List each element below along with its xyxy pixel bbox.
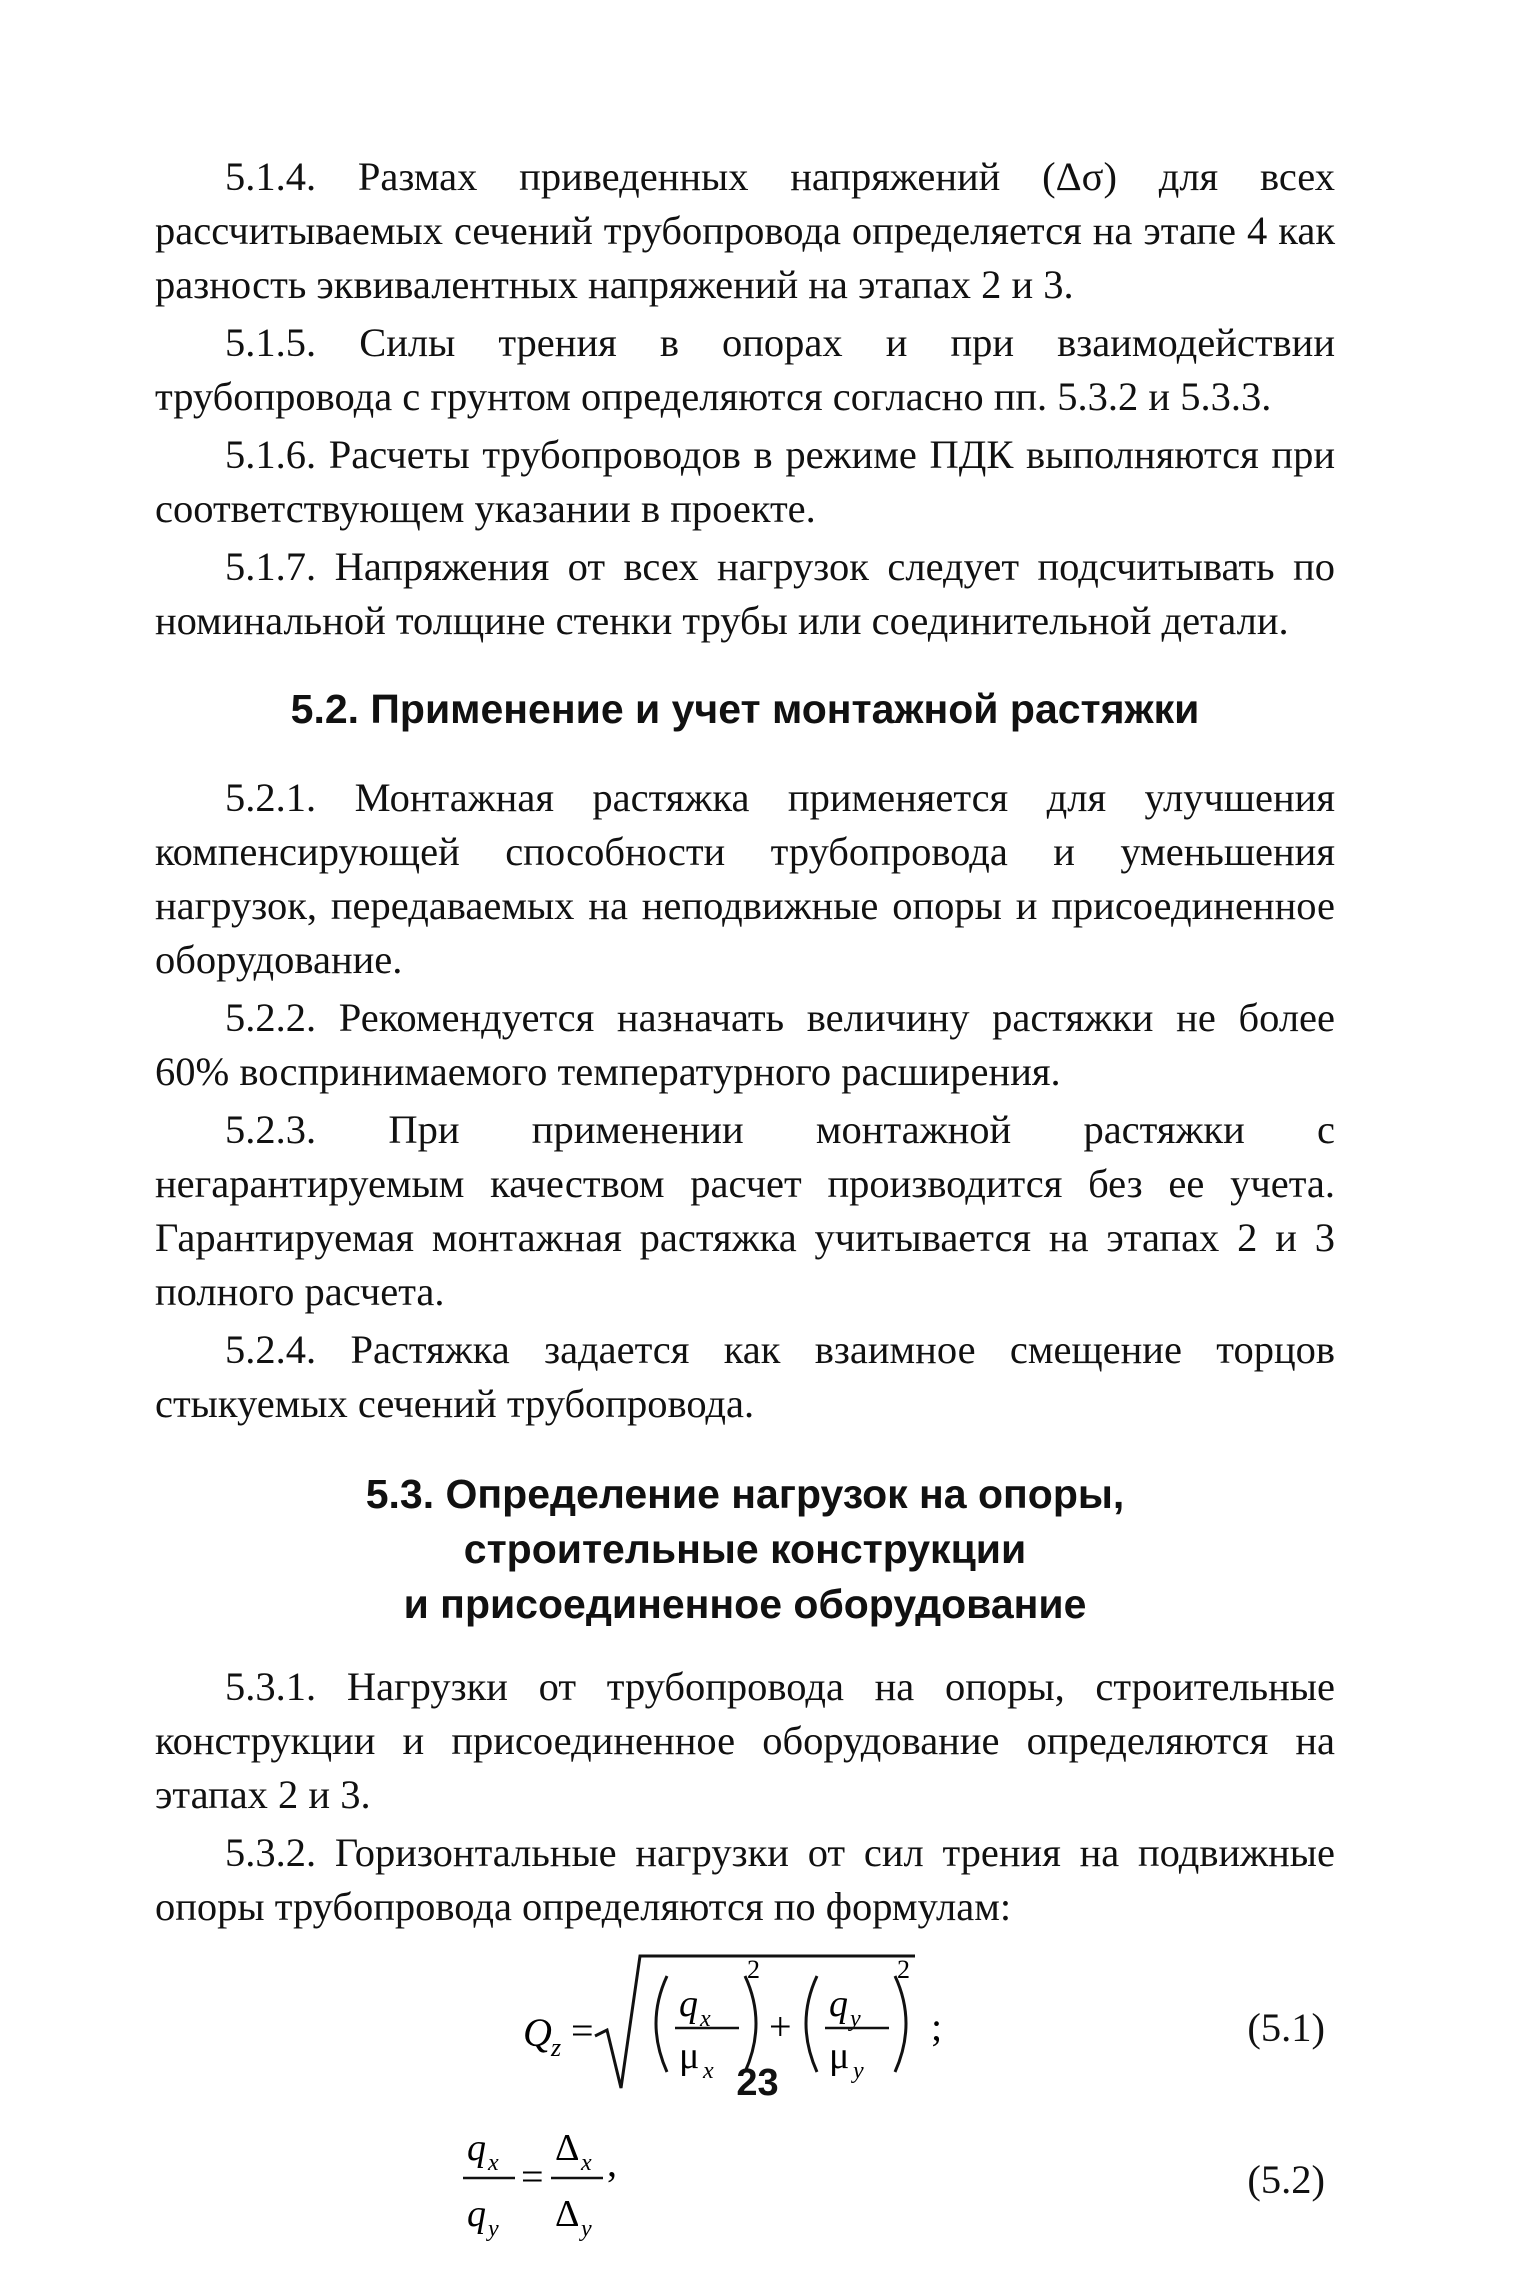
fraction-1-numerator-sub: x (700, 2006, 711, 2032)
paragraph-5-2-2: 5.2.2. Рекомендуется назначать величину растяжки не более 60% воспринимаемого температурного расширения. (155, 995, 1335, 1094)
left-paren-2 (806, 1976, 817, 2072)
left-paren-1 (656, 1976, 667, 2072)
fraction-l-denominator: q (467, 2193, 486, 2235)
fraction-2-numerator: q (829, 1983, 848, 2025)
formula-5-2 (155, 2114, 1335, 2274)
fraction-r-denominator-sub: y (581, 2216, 592, 2242)
section-heading-5-2: 5.2. Применение и учет монтажной растяжки (290, 686, 1200, 732)
formula-equals: = (571, 2008, 594, 2053)
fraction-1-denominator-sub: x (703, 2058, 714, 2084)
paragraph-5-1-6: 5.1.6. Расчеты трубопроводов в режиме ПДК выполняются при соответствующем указании в проекте. (155, 432, 1335, 531)
fraction-r-denominator: Δ (555, 2193, 580, 2235)
paragraph-5-2-4: 5.2.4. Растяжка задается как взаимное смещение торцов стыкуемых сечений трубопровода. (155, 1327, 1335, 1426)
document-page (155, 150, 1335, 2274)
fraction-r-numerator-sub: x (581, 2150, 592, 2176)
section-heading-5-3-line-3: и присоединенное оборудование (403, 1581, 1087, 1627)
fraction-1-denominator: μ (679, 2035, 700, 2077)
section-heading-5-3-line-2: строительные конструкции (463, 1526, 1027, 1572)
fraction-1-numerator: q (679, 1983, 698, 2025)
paragraph-5-3-2: 5.3.2. Горизонтальные нагрузки от сил трения на подвижные опоры трубопровода определяются по формулам: (155, 1830, 1335, 1929)
fraction-2-denominator-sub: y (853, 2058, 864, 2084)
equation-number-5-2: (5.2) (1247, 2157, 1325, 2202)
paragraph-5-1-4: 5.1.4. Размах приведенных напряжений (Δσ) для всех рассчитываемых сечений трубопровода определяется на этапе 4 как разность эквивалентных напряжений на этапах 2 и 3. (155, 154, 1335, 307)
paragraph-5-3-1: 5.3.1. Нагрузки от трубопровода на опоры, строительные конструкции и присоединенное оборудование определяются на этапах 2 и 3. (155, 1664, 1335, 1817)
fraction-l-denominator-sub: y (488, 2216, 499, 2242)
power-2: 2 (897, 1955, 910, 1984)
fraction-2-denominator: μ (829, 2035, 850, 2077)
fraction-r-numerator: Δ (555, 2127, 580, 2169)
formula-lhs: Q (523, 2010, 552, 2055)
paragraph-5-1-7: 5.1.7. Напряжения от всех нагрузок следует подсчитывать по номинальной толщине стенки трубы или соединительной детали. (155, 544, 1335, 643)
equation-number-5-1: (5.1) (1247, 2005, 1325, 2050)
paragraph-5-2-1: 5.2.1. Монтажная растяжка применяется для улучшения компенсирующей способности трубопровода и уменьшения нагрузок, передаваемых на неподвижные опоры и присоединенное оборудование. (155, 775, 1335, 982)
formula-2-equals: = (521, 2154, 544, 2199)
paragraph-5-1-5: 5.1.5. Силы трения в опорах и при взаимодействии трубопровода с грунтом определяются согласно пп. 5.3.2 и 5.3.3. (155, 320, 1335, 419)
section-heading-5-3 (155, 1467, 1335, 1632)
power-1: 2 (747, 1955, 760, 1984)
formula-lhs-sub: z (551, 2033, 562, 2062)
right-paren-2 (895, 1976, 906, 2072)
formula-terminator: ; (931, 2004, 943, 2049)
fraction-l-numerator-sub: x (488, 2150, 499, 2176)
formula-plus: + (769, 2004, 792, 2049)
paragraph-5-2-3: 5.2.3. При применении монтажной растяжки с негарантируемым качеством расчет производится без ее учета. Гарантируемая монтажная растяжка учитывается на этапах 2 и 3 полного расчета. (155, 1107, 1335, 1314)
section-heading-5-3-line-1: 5.3. Определение нагрузок на опоры, (365, 1471, 1125, 1517)
page-number: 23 (736, 2062, 779, 2104)
fraction-l-numerator: q (467, 2127, 486, 2169)
formula-5-2-graphic (155, 2114, 1335, 2274)
right-paren-1 (745, 1976, 756, 2072)
fraction-2-numerator-sub: y (850, 2006, 861, 2032)
formula-2-terminator: , (607, 2140, 617, 2185)
